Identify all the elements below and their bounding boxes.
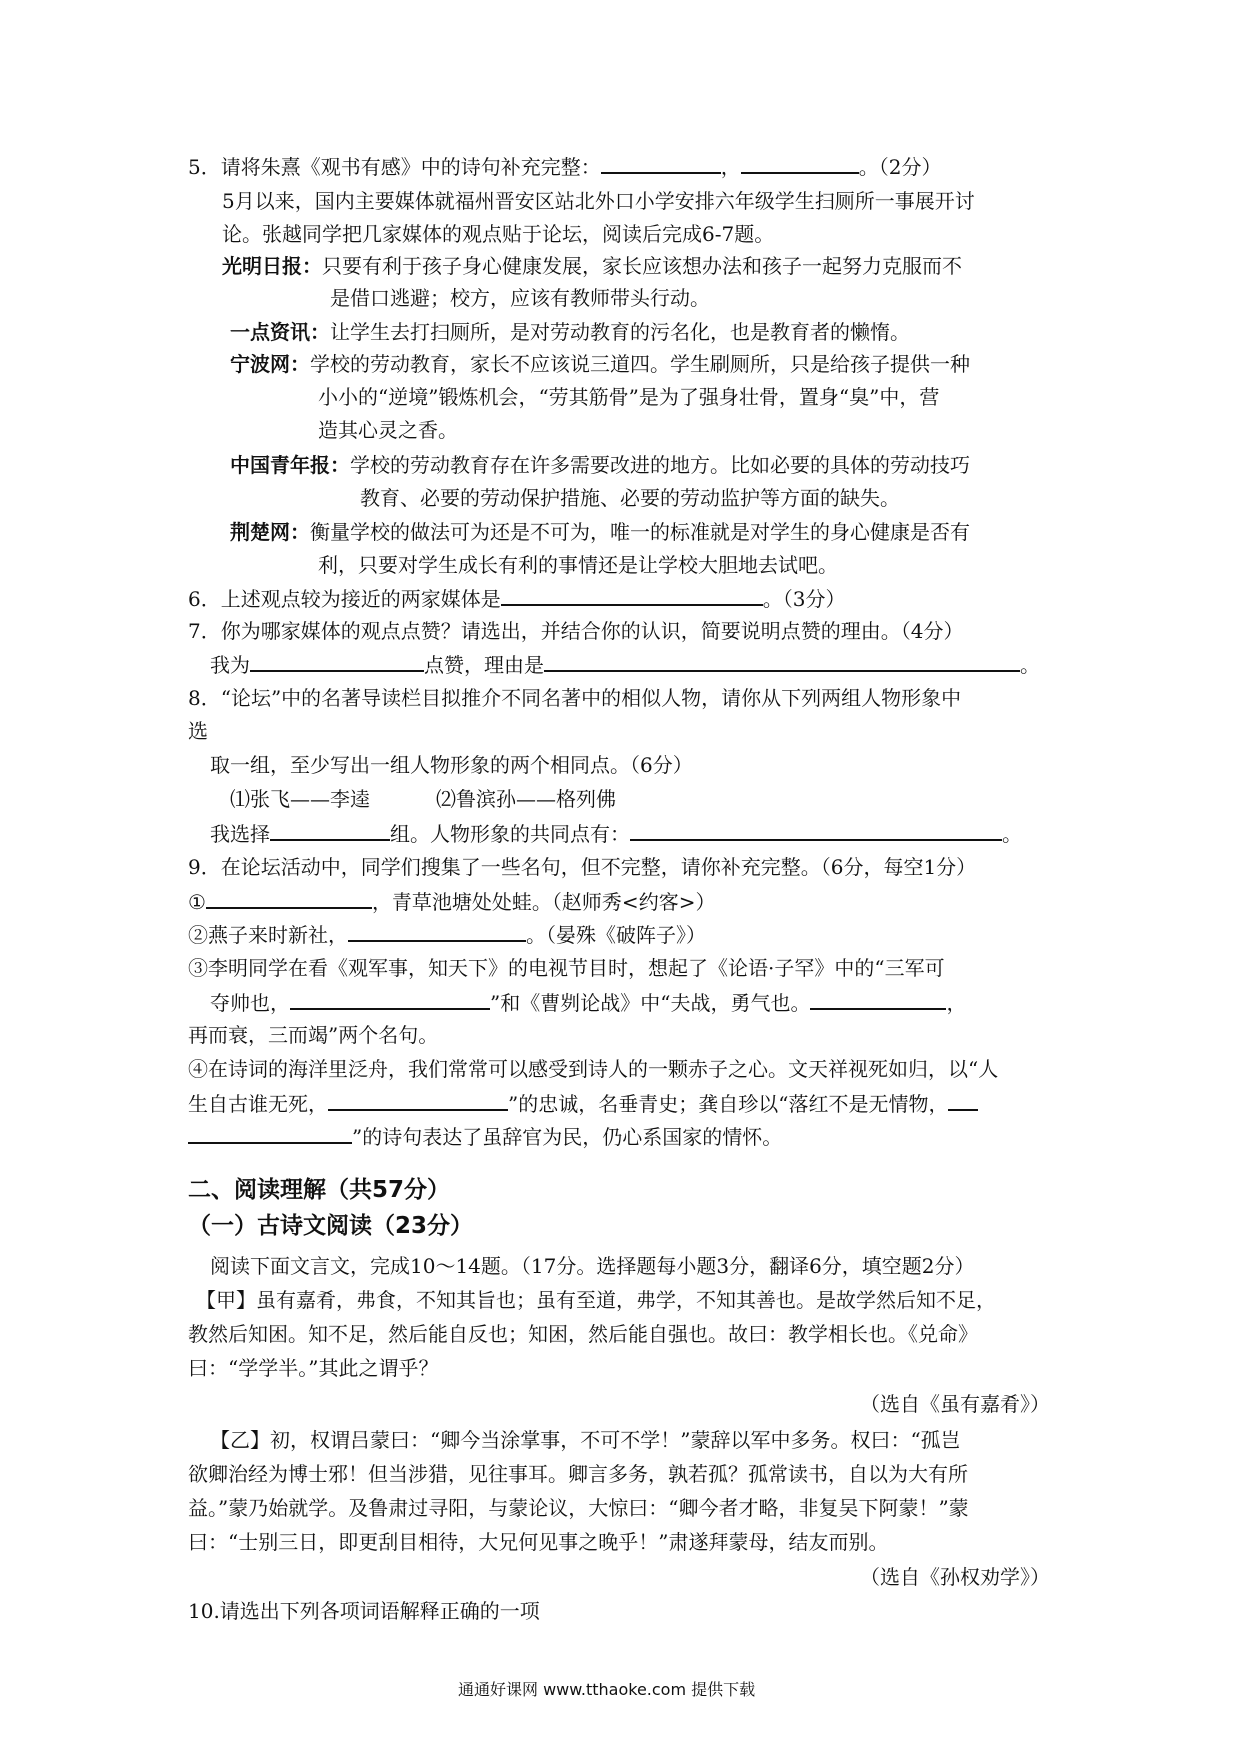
answer-blank[interactable]: [250, 652, 424, 672]
question-7-answer: [210, 652, 1040, 677]
reading-instructions: 阅读下面文言文，完成10～14题。（17分。选择题每小题3分，翻译6分，填空题2分）: [210, 1254, 975, 1278]
passage-jia-line: 教然后知困。知不足，然后能自反也；知困，然后能自强也。故曰：教学相长也。《兑命》: [188, 1322, 978, 1346]
media-name: 荆楚网：: [230, 520, 310, 544]
question-8-line-3: 取一组，至少写出一组人物形象的两个相同点。（6分）: [210, 753, 693, 777]
section-title: 二、阅读理解（共57分）: [188, 1177, 451, 1203]
question-8-line-2: 选: [188, 719, 208, 743]
media-opinion: 让学生去打扫厕所，是对劳动教育的污名化，也是教育者的懒惰。: [330, 320, 910, 344]
question-5-text: 5．请将朱熹《观书有感》中的诗句补充完整：: [188, 155, 601, 179]
question-5: [188, 154, 941, 179]
passage-jia-source: （选自《虽有嘉肴》）: [860, 1392, 1050, 1416]
item-text: ，青草池塘处处蛙。（赵师秀<约客>）: [371, 890, 716, 914]
media-opinion-cont: 教育、必要的劳动保护措施、必要的劳动监护等方面的缺失。: [360, 486, 900, 510]
media-zhongqing: [230, 453, 970, 477]
question-9-item-4-cont: [188, 1091, 978, 1116]
question-9-item-4: ④在诗词的海洋里泛舟，我们常常可以感受到诗人的一颗赤子之心。文天祥视死如归，以“人: [188, 1057, 999, 1081]
question-9: 9．在论坛活动中，同学们搜集了一些名句，但不完整，请你补充完整。（6分，每空1分）: [188, 855, 977, 879]
item-text: 生自古谁无死，: [188, 1092, 328, 1116]
item-text: ②燕子来时新社，: [188, 923, 348, 947]
answer-blank[interactable]: [948, 1091, 978, 1111]
item-text: ，: [946, 991, 967, 1015]
subsection-title: （一）古诗文阅读（23分）: [188, 1213, 474, 1239]
answer-label: 我选择: [210, 822, 270, 846]
answer-label: 点赞，理由是: [424, 653, 544, 677]
footer-download-note: 通通好课网 www.tthaoke.com 提供下载: [458, 1680, 756, 1699]
separator: ，: [720, 155, 741, 179]
passage-yi-line: 益。”蒙乃始就学。及鲁肃过寻阳，与蒙论议，大惊曰：“卿今者才略，非复吴下阿蒙！”蒙: [188, 1496, 969, 1520]
question-6: [188, 586, 845, 611]
media-name: 中国青年报：: [230, 453, 350, 477]
answer-label: 我为: [210, 653, 250, 677]
question-9-item-3-end: 再而衰，三而竭”两个名句。: [188, 1023, 439, 1047]
score-note: 。（2分）: [858, 155, 942, 179]
media-opinion: 只要有利于孩子身心健康发展，家长应该想办法和孩子一起努力克服而不: [322, 254, 962, 278]
question-8-line-1: 8．“论坛”中的名著导读栏目拟推介不同名著中的相似人物，请你从下列两组人物形象中: [188, 686, 962, 710]
question-8-option-1: ⑴张飞——李逵: [230, 787, 370, 811]
question-8-answer: [210, 821, 1022, 846]
answer-label: 组。人物形象的共同点有：: [390, 822, 630, 846]
answer-blank[interactable]: [270, 821, 390, 841]
passage-yi-line: 【乙】初，权谓吕蒙曰：“卿今当涂掌事，不可不学！”蒙辞以军中多务。权曰：“孤岂: [210, 1428, 961, 1452]
media-opinion-cont: 是借口逃避；校方，应该有教师带头行动。: [330, 286, 710, 310]
passage-jia-line: 【甲】虽有嘉肴，弗食，不知其旨也；虽有至道，弗学，不知其善也。是故学然后知不足，: [196, 1288, 996, 1312]
media-opinion-cont: 小小的“逆境”锻炼机会，“劳其筋骨”是为了强身壮骨，置身“臭”中，营: [318, 385, 940, 409]
answer-blank[interactable]: [601, 154, 721, 174]
media-name: 光明日报：: [222, 254, 322, 278]
intro-line-2: 论。张越同学把几家媒体的观点贴于论坛，阅读后完成6-7题。: [222, 222, 775, 246]
media-yidian: [230, 320, 910, 344]
passage-yi-source: （选自《孙权劝学》）: [860, 1565, 1050, 1589]
media-opinion-cont: 利，只要对学生成长有利的事情还是让学校大胆地去试吧。: [318, 553, 838, 577]
answer-blank[interactable]: [206, 889, 372, 909]
item-number: ①: [188, 890, 206, 914]
answer-blank[interactable]: [544, 652, 1020, 672]
answer-blank[interactable]: [741, 154, 859, 174]
item-text: ”的诗句表达了虽辞官为民，仍心系国家的情怀。: [352, 1125, 783, 1149]
question-7: 7．你为哪家媒体的观点点赞？请选出，并结合你的认识，简要说明点赞的理由。（4分）: [188, 619, 964, 643]
period: 。: [1020, 653, 1040, 677]
media-opinion: 学校的劳动教育存在许多需要改进的地方。比如必要的具体的劳动技巧: [350, 453, 970, 477]
media-opinion: 衡量学校的做法可为还是不可为，唯一的标准就是对学生的身心健康是否有: [310, 520, 970, 544]
score-note: 。（3分）: [762, 587, 846, 611]
answer-blank[interactable]: [630, 821, 1002, 841]
item-text: ”的忠诚，名垂青史；龚自珍以“落红不是无情物，: [508, 1092, 949, 1116]
media-name: 一点资讯：: [230, 320, 330, 344]
passage-yi-line: 欲卿治经为博士邪！但当涉猎，见往事耳。卿言多务，孰若孤？孤常读书，自以为大有所: [188, 1462, 968, 1486]
media-jingchu: [230, 520, 970, 544]
answer-blank[interactable]: [501, 586, 763, 606]
answer-blank[interactable]: [810, 990, 946, 1010]
item-text: 夺帅也，: [210, 991, 290, 1015]
media-opinion: 学校的劳动教育，家长不应该说三道四。学生刷厕所，只是给孩子提供一种: [310, 352, 970, 376]
intro-line-1: 5月以来，国内主要媒体就福州晋安区站北外口小学安排六年级学生扫厕所一事展开讨: [222, 189, 975, 213]
media-opinion-cont: 造其心灵之香。: [318, 418, 458, 442]
media-name: 宁波网：: [230, 352, 310, 376]
item-text: ”和《曹刿论战》中“夫战，勇气也。: [490, 991, 811, 1015]
question-9-item-3-cont: [210, 990, 966, 1015]
question-9-item-2: [188, 922, 706, 947]
question-9-item-4-end: [188, 1124, 782, 1149]
passage-jia-line: 曰：“学学半。”其此之谓乎？: [188, 1356, 439, 1380]
question-9-item-1: [188, 889, 715, 914]
answer-blank[interactable]: [328, 1091, 508, 1111]
period: 。: [1002, 822, 1022, 846]
question-10: 10.请选出下列各项词语解释正确的一项: [188, 1599, 540, 1623]
media-guangming: [222, 254, 962, 278]
answer-blank[interactable]: [290, 990, 490, 1010]
question-8-option-2: ⑵鲁滨孙——格列佛: [436, 787, 616, 811]
question-9-item-3: ③李明同学在看《观军事，知天下》的电视节目时，想起了《论语·子罕》中的“三军可: [188, 956, 945, 980]
answer-blank[interactable]: [348, 922, 526, 942]
item-text: 。（晏殊《破阵子》）: [526, 923, 706, 947]
question-6-text: 6．上述观点较为接近的两家媒体是: [188, 587, 501, 611]
media-ningbo: [230, 352, 970, 376]
answer-blank[interactable]: [188, 1124, 352, 1144]
passage-yi-line: 曰：“士别三日，即更刮目相待，大兄何见事之晚乎！”肃遂拜蒙母，结友而别。: [188, 1530, 889, 1554]
